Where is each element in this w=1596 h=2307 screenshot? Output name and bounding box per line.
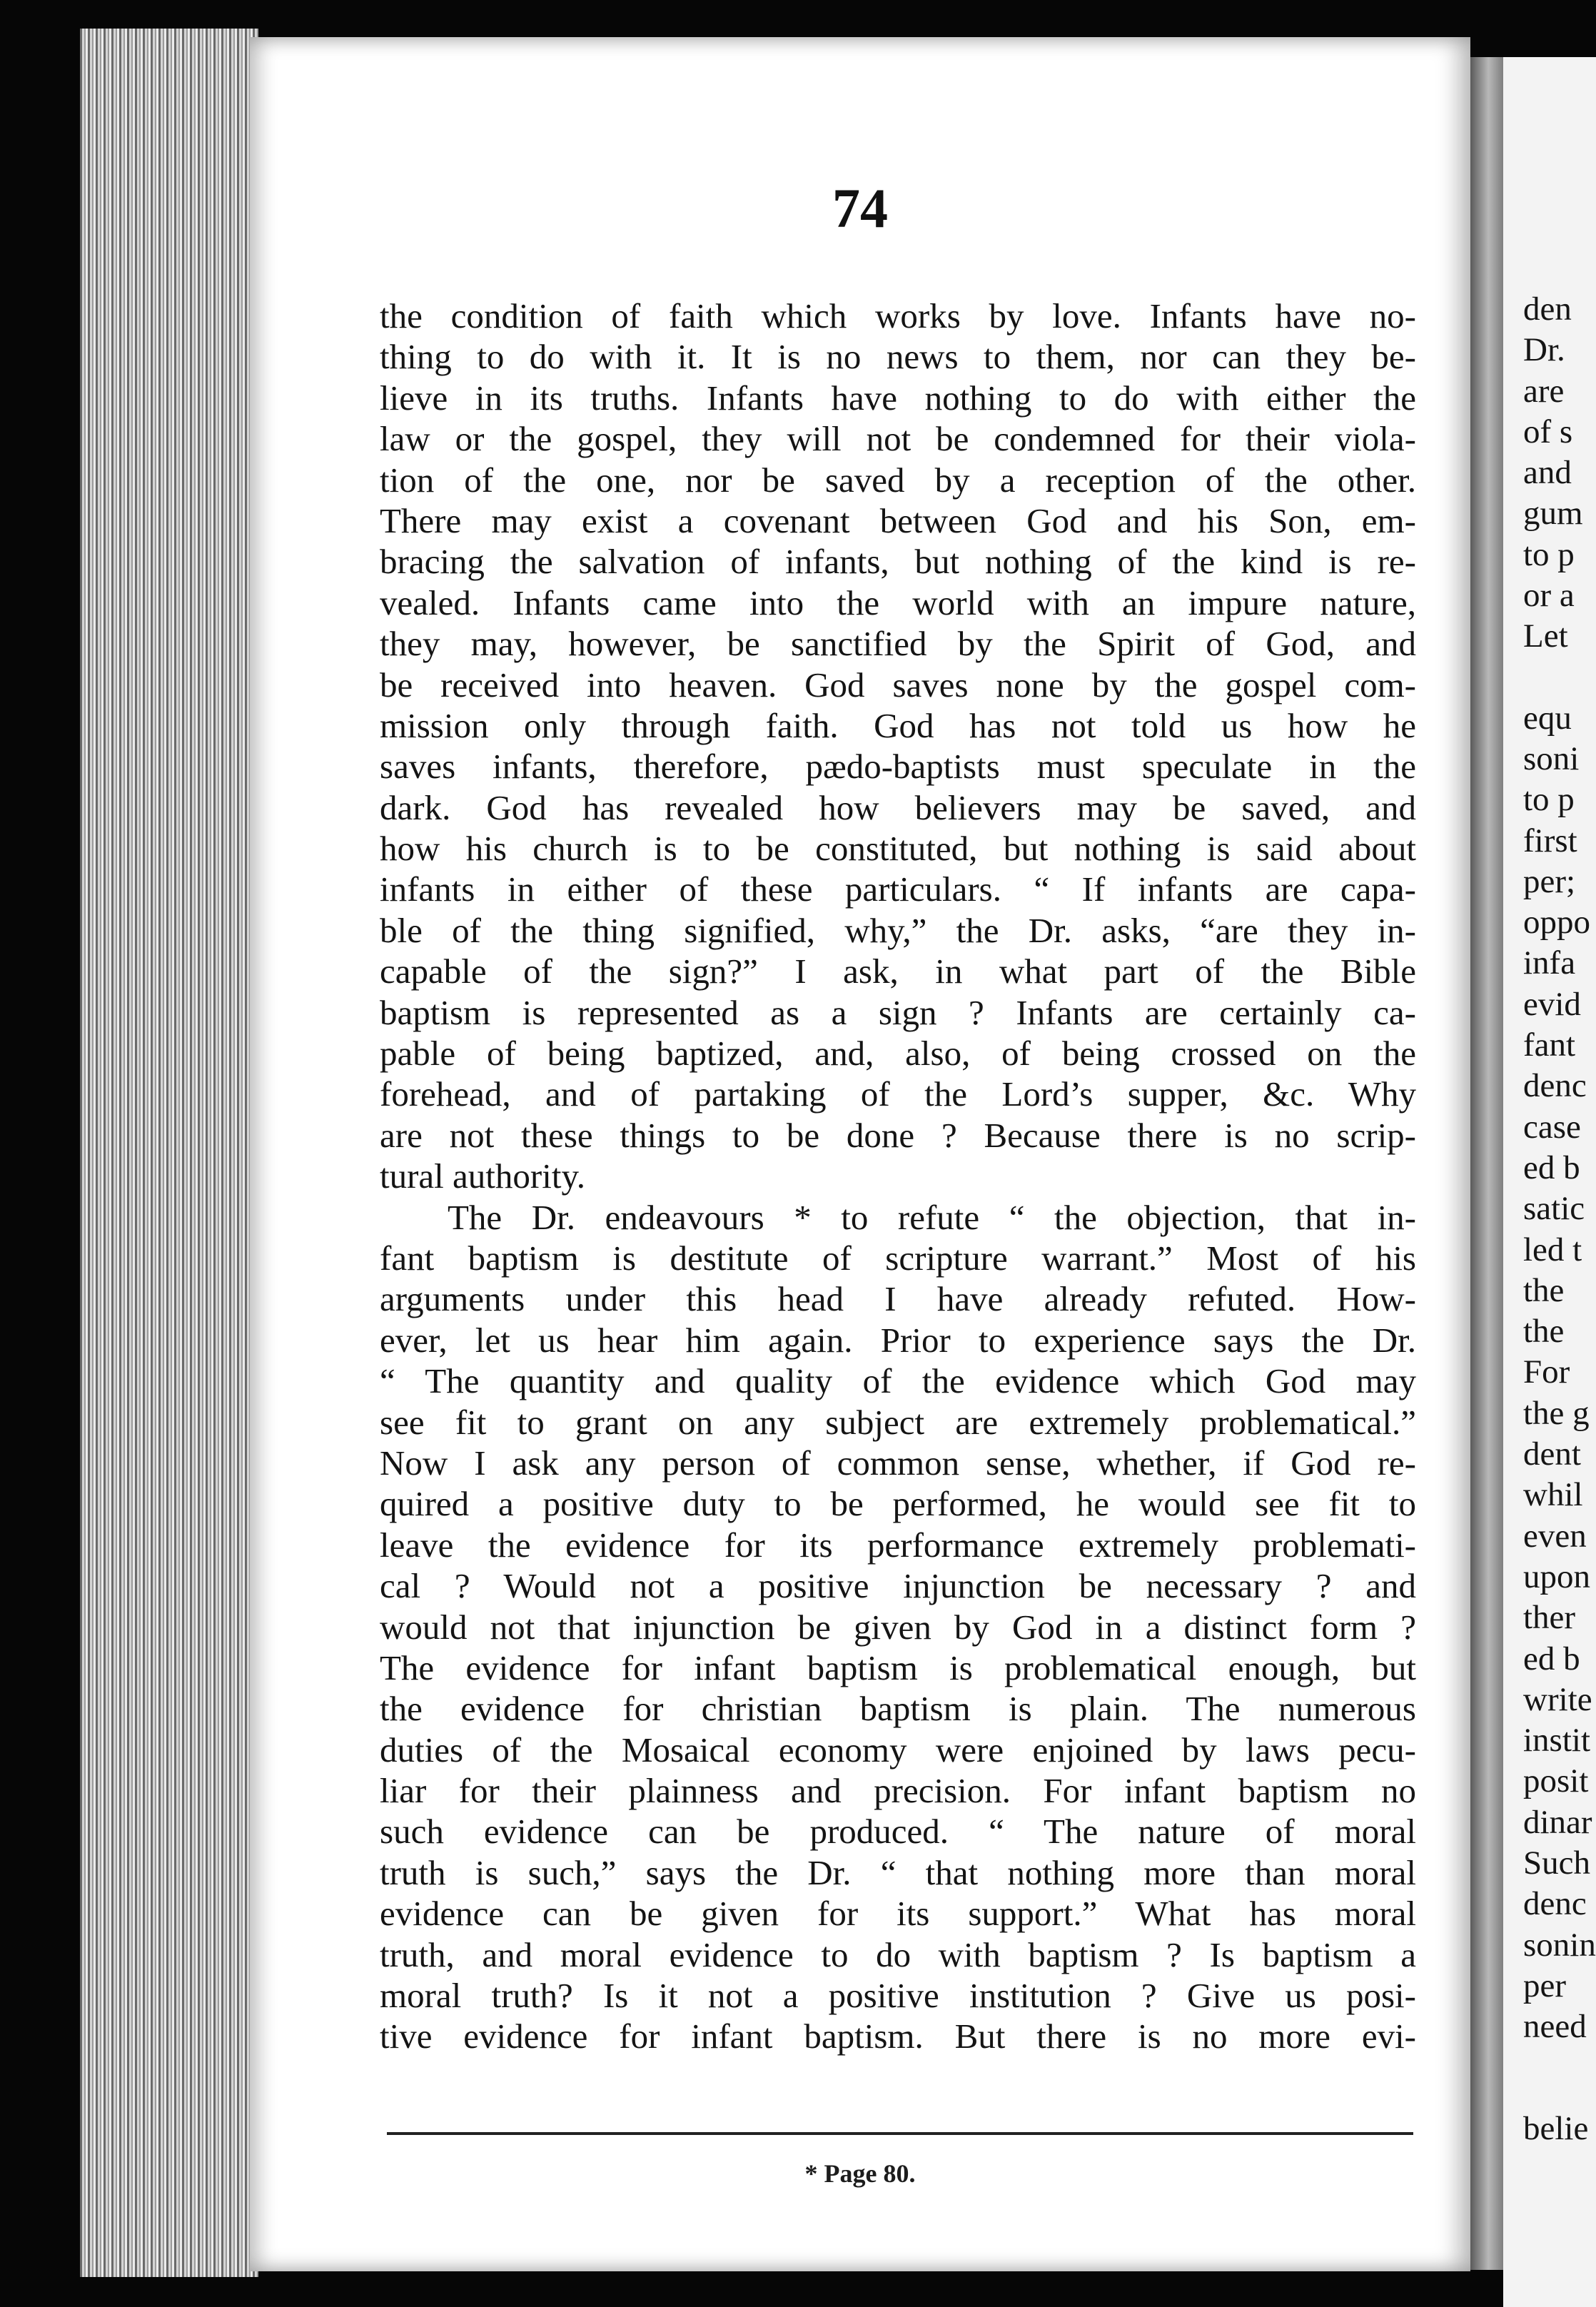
- body-line: pable of being baptized, and, also, of being crossed on the: [380, 1034, 1416, 1074]
- body-line: are not these things to be done ? Because there is no scrip-: [380, 1115, 1416, 1155]
- body-line: mission only through faith. God has not told us how he: [380, 705, 1416, 745]
- facing-line: the: [1523, 1313, 1565, 1351]
- facing-line: For: [1523, 1353, 1570, 1391]
- facing-page-fragment: [1503, 57, 1596, 2307]
- body-line: There may exist a covenant between God and his Son, em-: [380, 500, 1416, 540]
- body-line: see fit to grant on any subject are extremely problematical.”: [380, 1402, 1416, 1442]
- body-line: ever, let us hear him again. Prior to experience says the Dr.: [380, 1320, 1416, 1360]
- facing-line: denc: [1523, 1067, 1587, 1105]
- body-line: liar for their plainness and precision. For infant baptism no: [380, 1771, 1416, 1811]
- facing-line: den: [1523, 291, 1572, 328]
- body-line: truth is such,” says the Dr. “ that nothing more than moral: [380, 1852, 1416, 1892]
- facing-line: fant: [1523, 1026, 1576, 1064]
- body-line: duties of the Mosaical economy were enjoined by laws pecu-: [380, 1730, 1416, 1770]
- facing-line: soni: [1523, 739, 1580, 777]
- footnote-rule: [387, 2132, 1413, 2135]
- facing-line: the: [1523, 1271, 1565, 1309]
- facing-line: or a: [1523, 577, 1575, 615]
- facing-line: evid: [1523, 985, 1581, 1023]
- facing-line: to p: [1523, 781, 1575, 819]
- facing-line: instit: [1523, 1722, 1591, 1760]
- body-line: be received into heaven. God saves none by the gospel com-: [380, 665, 1416, 705]
- body-line: Now I ask any person of common sense, whether, if God re-: [380, 1443, 1416, 1483]
- body-line: ble of the thing signified, why,” the Dr. asks, “are they in-: [380, 910, 1416, 950]
- body-line: evidence can be given for its support.” What has moral: [380, 1894, 1416, 1934]
- facing-line: ed b: [1523, 1640, 1580, 1677]
- body-line: vealed. Infants came into the world with an impure nature,: [380, 582, 1416, 622]
- body-line: such evidence can be produced. “ The nature of moral: [380, 1812, 1416, 1852]
- facing-line: first: [1523, 822, 1577, 859]
- footnote: * Page 80.: [804, 2159, 916, 2188]
- facing-line: satic: [1523, 1190, 1585, 1228]
- body-line: moral truth? Is it not a positive institution ? Give us posi-: [380, 1976, 1416, 2016]
- facing-line: case: [1523, 1108, 1581, 1146]
- facing-line: gum: [1523, 495, 1583, 532]
- facing-line: need: [1523, 2008, 1587, 2046]
- facing-line: write: [1523, 1680, 1592, 1718]
- body-line: The evidence for infant baptism is problematical enough, but: [380, 1647, 1416, 1687]
- body-line: fant baptism is destitute of scripture warrant.” Most of his: [380, 1238, 1416, 1278]
- body-line: cal ? Would not a positive injunction be necessary ? and: [380, 1566, 1416, 1606]
- body-line: truth, and moral evidence to do with baptism ? Is baptism a: [380, 1934, 1416, 1974]
- facing-line: dent: [1523, 1435, 1581, 1473]
- facing-line: oppo: [1523, 904, 1590, 942]
- body-line: the condition of faith which works by love. Infants have no-: [380, 296, 1416, 335]
- facing-line: whil: [1523, 1476, 1583, 1514]
- facing-line: denc: [1523, 1885, 1587, 1923]
- body-line: thing to do with it. It is no news to them, nor can they be-: [380, 337, 1416, 377]
- body-line: infants in either of these particulars. “ If infants are capa-: [380, 869, 1416, 909]
- body-line: bracing the salvation of infants, but nothing of the kind is re-: [380, 542, 1416, 582]
- body-line: lieve in its truths. Infants have nothing to do with either the: [380, 378, 1416, 418]
- body-line: they may, however, be sanctified by the Spirit of God, and: [380, 624, 1416, 664]
- body-line: “ The quantity and quality of the evidence which God may: [380, 1361, 1416, 1401]
- body-line: would not that injunction be given by God in a distinct form ?: [380, 1607, 1416, 1647]
- body-line: the evidence for christian baptism is plain. The numerous: [380, 1689, 1416, 1729]
- facing-line: sonin: [1523, 1926, 1596, 1964]
- facing-line: posit: [1523, 1762, 1589, 1800]
- facing-line: per;: [1523, 862, 1576, 900]
- body-line: tion of the one, nor be saved by a reception of the other.: [380, 460, 1416, 500]
- facing-line: to p: [1523, 535, 1575, 573]
- facing-line: and: [1523, 454, 1572, 492]
- body-line: how his church is to be constituted, but nothing is said about: [380, 829, 1416, 869]
- body-line: forehead, and of partaking of the Lord’s supper, &c. Why: [380, 1074, 1416, 1114]
- facing-line: upon: [1523, 1558, 1590, 1595]
- facing-line: infa: [1523, 944, 1576, 982]
- body-line: leave the evidence for its performance extremely problemati-: [380, 1525, 1416, 1565]
- facing-line: Dr.: [1523, 331, 1565, 369]
- facing-line: led t: [1523, 1231, 1582, 1268]
- facing-line: ed b: [1523, 1149, 1580, 1186]
- facing-line: belie: [1523, 2110, 1589, 2148]
- book-gutter: [1470, 57, 1503, 2270]
- page-body: [380, 296, 1416, 2057]
- book-page-edges: [80, 29, 258, 2277]
- facing-line: dinar: [1523, 1803, 1592, 1841]
- body-line: tive evidence for infant baptism. But there is no more evi-: [380, 2016, 1416, 2056]
- body-line: quired a positive duty to be performed, he would see fit to: [380, 1484, 1416, 1524]
- body-line: saves infants, therefore, pædo-baptists must speculate in the: [380, 747, 1416, 787]
- facing-line: Such: [1523, 1844, 1590, 1882]
- facing-line: the g: [1523, 1394, 1590, 1432]
- facing-line: are: [1523, 372, 1565, 410]
- book-page: [250, 37, 1470, 2271]
- facing-line: per: [1523, 1967, 1567, 2004]
- page-number: 74: [832, 177, 888, 239]
- facing-page-text: [1523, 289, 1596, 2150]
- body-line: capable of the sign?” I ask, in what part of the Bible: [380, 951, 1416, 991]
- facing-line: of s: [1523, 413, 1573, 450]
- paragraph-start-line: The Dr. endeavours * to refute “ the objection, that in-: [448, 1197, 1416, 1237]
- body-line: dark. God has revealed how believers may be saved, and: [380, 787, 1416, 827]
- facing-line: even: [1523, 1517, 1587, 1555]
- body-line: baptism is represented as a sign ? Infants are certainly ca-: [380, 992, 1416, 1032]
- body-line: law or the gospel, they will not be condemned for their viola-: [380, 419, 1416, 459]
- facing-line: equ: [1523, 699, 1572, 737]
- paragraph-end-line: tural authority.: [380, 1156, 586, 1196]
- facing-line: Let: [1523, 617, 1568, 655]
- facing-line: ther: [1523, 1599, 1576, 1637]
- body-line: arguments under this head I have already refuted. How-: [380, 1279, 1416, 1319]
